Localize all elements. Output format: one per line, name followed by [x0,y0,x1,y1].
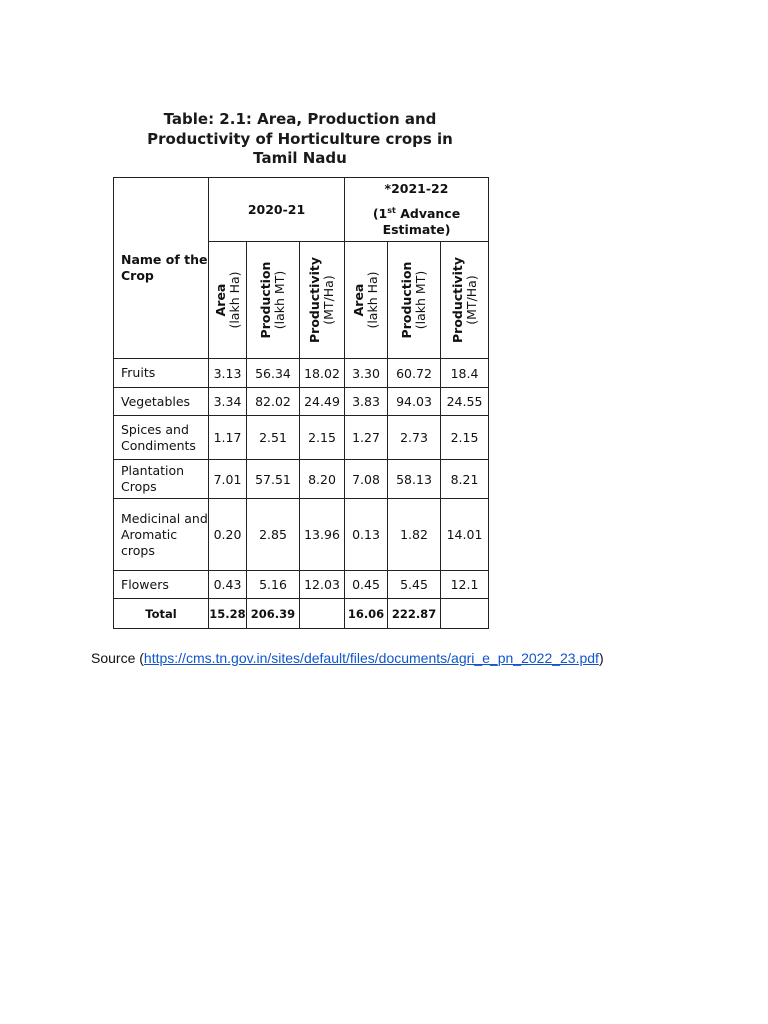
title-line-1: Table: 2.1: Area, Production and [163,110,437,128]
table-row [114,571,489,599]
source-prefix: Source ( [91,650,144,666]
table-cell: 8.21 [441,460,489,499]
table-cell: 94.03 [388,388,441,416]
column-header-title: Productivity [449,257,465,343]
column-header-title: Production [399,261,415,339]
advance-sup: st [387,205,396,215]
total-cell [300,599,345,629]
table-cell: 3.13 [209,359,247,388]
total-row [114,599,489,629]
table-cell: 2.85 [247,499,300,571]
crop-column-header: Name of the Crop [114,178,209,359]
column-header-text [214,271,242,328]
advance-open: (1 [372,206,388,222]
table-cell: 2.15 [300,416,345,460]
total-cell: 15.28 [209,599,247,629]
table-row [114,460,489,499]
table-cell: 12.1 [441,571,489,599]
total-label: Total [114,599,209,629]
total-cell: 222.87 [388,599,441,629]
estimate-line: Estimate) [382,222,451,238]
table-cell: 1.17 [209,416,247,460]
table-cell: 24.55 [441,388,489,416]
year-2021-22-label: *2021-22 [384,180,449,196]
title-line-3: Tamil Nadu [253,149,347,167]
column-header-title: Area [351,283,367,317]
table-cell: 0.43 [209,571,247,599]
column-header-5 [441,242,489,359]
total-cell: 206.39 [247,599,300,629]
crop-name: Fruits [114,359,209,388]
table-row [114,416,489,460]
table-row [114,388,489,416]
column-header-unit: (lakh MT) [272,270,287,330]
title-line-2: Productivity of Horticulture crops in [147,129,453,148]
column-header-title: Area [212,283,228,317]
column-header-3 [345,242,388,359]
column-header-1 [247,242,300,359]
table-cell: 12.03 [300,571,345,599]
total-cell [441,599,489,629]
table-cell: 7.08 [345,460,388,499]
column-header-unit: (lakh MT) [413,270,429,330]
column-header-2 [300,242,345,359]
year-2020-21-header: 2020-21 [209,178,345,242]
table-cell: 7.01 [209,460,247,499]
table-cell: 3.83 [345,388,388,416]
column-header-unit: (MT/Ha) [321,275,336,325]
column-header-text [308,257,336,343]
table-cell: 5.16 [247,571,300,599]
table-row [114,499,489,571]
crop-name: Medicinal and Aromatic crops [114,499,209,571]
table-cell: 5.45 [388,571,441,599]
table-cell: 1.82 [388,499,441,571]
column-header-text [259,262,287,339]
column-header-text [451,257,479,343]
table-cell: 8.20 [300,460,345,499]
table-cell: 0.13 [345,499,388,571]
table-cell: 58.13 [388,460,441,499]
table-cell: 24.49 [300,388,345,416]
column-header-0 [209,242,247,359]
source-link[interactable]: https://cms.tn.gov.in/sites/default/files/documents/agri_e_pn_2022_23.pdf [143,650,599,666]
table-cell: 2.15 [441,416,489,460]
column-header-unit: (MT/Ha) [463,275,479,325]
advance-estimate-line [345,203,488,222]
horticulture-table [113,177,489,629]
table-cell: 14.01 [441,499,489,571]
source-suffix: ) [598,650,604,666]
column-header-4 [388,242,441,359]
table-cell: 2.51 [247,416,300,460]
table-cell: 18.02 [300,359,345,388]
column-header-title: Production [258,261,273,339]
table-cell: 0.20 [209,499,247,571]
table-cell: 57.51 [247,460,300,499]
crop-name: Plantation Crops [114,460,209,499]
table-cell: 2.73 [388,416,441,460]
crop-name: Flowers [114,571,209,599]
table-cell: 18.4 [441,359,489,388]
table-cell: 3.34 [209,388,247,416]
advance-rest: Advance [395,206,461,222]
source-citation [91,650,604,666]
table-cell: 13.96 [300,499,345,571]
table-cell: 0.45 [345,571,388,599]
table-cell: 60.72 [388,359,441,388]
crop-name: Vegetables [114,388,209,416]
table-title [112,110,488,169]
column-header-unit: (lakh Ha) [365,271,381,329]
table-cell: 1.27 [345,416,388,460]
table-cell: 56.34 [247,359,300,388]
year-2021-22-header [345,178,489,242]
column-header-unit: (lakh Ha) [226,271,242,329]
table-cell: 3.30 [345,359,388,388]
column-header-text [352,271,380,328]
column-header-title: Productivity [307,257,322,343]
column-header-text [400,262,428,339]
table-cell: 82.02 [247,388,300,416]
total-cell: 16.06 [345,599,388,629]
table-row [114,359,489,388]
crop-name: Spices and Condiments [114,416,209,460]
